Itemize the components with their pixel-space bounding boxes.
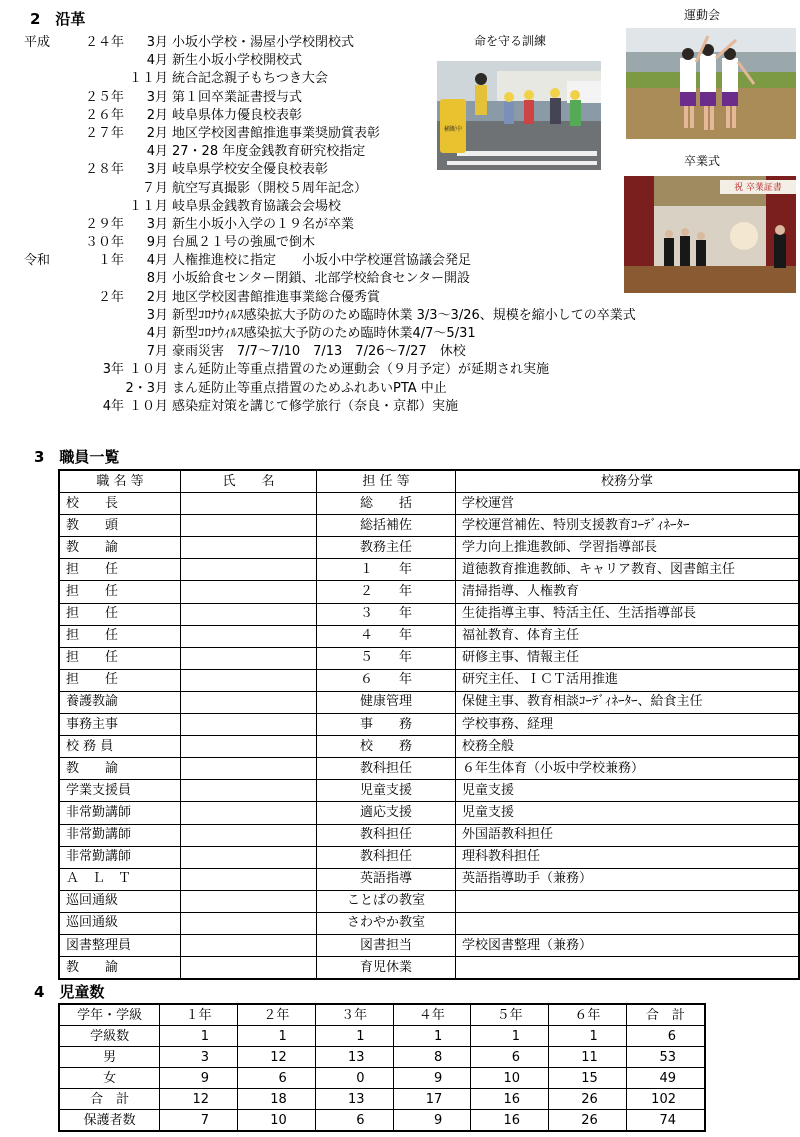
staff-row xyxy=(59,736,799,758)
kids-count-cell: 10 xyxy=(237,1110,315,1132)
staff-duties: 英語指導助手（兼務） xyxy=(456,868,800,890)
kids-count-cell: 6 xyxy=(471,1047,549,1068)
kids-count-cell: 12 xyxy=(237,1047,315,1068)
history-event: 豪雨災害 7/7～7/10 7/13 7/26～7/27 休校 xyxy=(172,344,466,360)
kids-row xyxy=(59,1089,705,1110)
history-year: 3年 xyxy=(102,362,124,378)
drill-photo xyxy=(437,61,601,170)
kids-header-cell: ４年 xyxy=(393,1004,471,1026)
kids-count-cell: 9 xyxy=(393,1110,471,1132)
kids-count-cell: 8 xyxy=(393,1047,471,1068)
staff-duties: 清掃指導、人権教育 xyxy=(456,581,800,603)
kids-row-label: 女 xyxy=(59,1068,160,1089)
staff-name xyxy=(181,890,317,912)
staff-duties: 道徳教育推進教師、キャリア教育、図書館主任 xyxy=(456,559,800,581)
kids-count-cell: 6 xyxy=(626,1026,705,1047)
staff-name xyxy=(181,603,317,625)
kids-row-label: 合 計 xyxy=(59,1089,160,1110)
staff-row xyxy=(59,846,799,868)
kids-count-cell: 1 xyxy=(315,1026,393,1047)
kids-count-cell: 26 xyxy=(549,1110,627,1132)
staff-name xyxy=(181,912,317,934)
history-year: ２６年 xyxy=(84,107,124,123)
history-event: 統合記念親子もちつき大会 xyxy=(172,71,328,87)
staff-position: 担 任 xyxy=(59,669,181,691)
kids-count-cell: 15 xyxy=(549,1068,627,1089)
staff-position: 担 任 xyxy=(59,647,181,669)
staff-position: 非常勤講師 xyxy=(59,824,181,846)
staff-assignment: 教科担任 xyxy=(317,758,456,780)
staff-assignment: 校 務 xyxy=(317,736,456,758)
history-event: 小坂給食センター閉鎖、北部学校給食センター開設 xyxy=(172,271,470,287)
staff-header-position: 職 名 等 xyxy=(59,470,181,493)
kids-count-cell: 6 xyxy=(237,1068,315,1089)
kids-count-cell: 26 xyxy=(549,1089,627,1110)
staff-row xyxy=(59,714,799,736)
staff-position: 非常勤講師 xyxy=(59,802,181,824)
staff-duties: 研究主任、ＩＣＴ活用推進 xyxy=(456,669,800,691)
staff-position: 校 務 員 xyxy=(59,736,181,758)
photo-caption-sports: 運動会 xyxy=(684,8,721,22)
history-month: １１月 xyxy=(128,198,168,214)
photo-caption-graduation: 卒業式 xyxy=(684,154,721,168)
staff-assignment: さわやか教室 xyxy=(317,912,456,934)
history-month: 3月 xyxy=(146,35,168,50)
staff-name xyxy=(181,493,317,515)
section-2-title: 2 沿革 xyxy=(30,10,86,28)
staff-position: 教 諭 xyxy=(59,758,181,780)
history-year: ２４年 xyxy=(84,35,124,50)
kids-header-row xyxy=(59,1004,705,1026)
staff-assignment: 総 括 xyxy=(317,493,456,515)
history-month: 3月 xyxy=(146,307,168,323)
history-event: 感染症対策を講じて修学旅行（奈良・京都）実施 xyxy=(172,398,459,414)
history-event: 27・28 年度金銭教育研究校指定 xyxy=(172,144,366,160)
graduation-photo xyxy=(624,176,796,293)
history-era: 平成 xyxy=(24,35,51,50)
kids-count-cell: 18 xyxy=(237,1089,315,1110)
kids-count-cell: 1 xyxy=(160,1026,238,1047)
staff-position: 教 頭 xyxy=(59,515,181,537)
history-month: 7月 xyxy=(146,344,168,360)
staff-assignment: ３ 年 xyxy=(317,603,456,625)
history-event: 新生小坂小入学の１９名が卒業 xyxy=(172,216,355,232)
kids-row xyxy=(59,1026,705,1047)
kids-count-cell: 17 xyxy=(393,1089,471,1110)
staff-duties: 児童支援 xyxy=(456,780,800,802)
history-month: １０月 xyxy=(128,362,168,378)
kids-count-cell: 1 xyxy=(237,1026,315,1047)
staff-position: 巡回通級 xyxy=(59,912,181,934)
staff-name xyxy=(181,714,317,736)
history-month: 2月 xyxy=(146,289,168,305)
kids-header-cell: 学年・学級 xyxy=(59,1004,160,1026)
kids-count-cell: 12 xyxy=(160,1089,238,1110)
student-count-table xyxy=(58,1003,706,1132)
kids-count-cell: 0 xyxy=(315,1068,393,1089)
staff-duties: ６年生体育（小坂中学校兼務） xyxy=(456,758,800,780)
history-month: 4月 xyxy=(146,53,168,69)
kids-count-cell: 6 xyxy=(315,1110,393,1132)
history-item xyxy=(24,325,744,343)
staff-duties: 生徒指導主事、特活主任、生活指導部長 xyxy=(456,603,800,625)
section-3-title: 3 職員一覧 xyxy=(34,448,120,466)
staff-name xyxy=(181,669,317,691)
history-event: 地区学校図書館推進事業奨励賞表彰 xyxy=(172,125,381,141)
staff-row xyxy=(59,647,799,669)
section-4-title: 4 児童数 xyxy=(34,983,105,1001)
history-year: ２７年 xyxy=(84,125,124,141)
kids-count-cell: 74 xyxy=(626,1110,705,1132)
staff-row xyxy=(59,802,799,824)
kids-header-cell: １年 xyxy=(160,1004,238,1026)
staff-assignment: ２ 年 xyxy=(317,581,456,603)
staff-position: 図書整理員 xyxy=(59,934,181,956)
staff-duties xyxy=(456,957,800,980)
staff-position: 担 任 xyxy=(59,581,181,603)
staff-assignment: 教科担任 xyxy=(317,824,456,846)
history-year: ２年 xyxy=(97,289,124,305)
staff-duties: 福祉教育、体育主任 xyxy=(456,625,800,647)
history-item xyxy=(24,343,744,361)
history-month: 8月 xyxy=(146,271,168,287)
staff-position: 養護教諭 xyxy=(59,691,181,713)
staff-duties: 校務全般 xyxy=(456,736,800,758)
staff-position: 校 長 xyxy=(59,493,181,515)
history-month: 3月 xyxy=(146,162,168,178)
staff-duties: 研修主事、情報主任 xyxy=(456,647,800,669)
staff-assignment: 英語指導 xyxy=(317,868,456,890)
staff-row xyxy=(59,493,799,515)
staff-name xyxy=(181,537,317,559)
staff-name xyxy=(181,846,317,868)
staff-row xyxy=(59,890,799,912)
kids-header-cell: ２年 xyxy=(237,1004,315,1026)
kids-row-label: 保護者数 xyxy=(59,1110,160,1132)
staff-position: 担 任 xyxy=(59,603,181,625)
history-era: 令和 xyxy=(24,253,51,269)
history-month: ７月 xyxy=(141,180,168,196)
staff-row xyxy=(59,559,799,581)
history-event: 小坂小学校・湯屋小学校閉校式 xyxy=(172,35,355,50)
staff-row xyxy=(59,758,799,780)
staff-row xyxy=(59,957,799,980)
staff-row xyxy=(59,581,799,603)
staff-name xyxy=(181,515,317,537)
staff-name xyxy=(181,691,317,713)
staff-row xyxy=(59,780,799,802)
history-item xyxy=(24,143,744,161)
staff-position: Ａ Ｌ Ｔ xyxy=(59,868,181,890)
graduation-banner-text: 祝 卒業証書 xyxy=(734,183,782,193)
staff-name xyxy=(181,802,317,824)
history-month: １０月 xyxy=(128,398,168,414)
staff-assignment: 図書担当 xyxy=(317,934,456,956)
staff-name xyxy=(181,758,317,780)
history-month: 4月 xyxy=(146,326,168,341)
staff-row xyxy=(59,912,799,934)
staff-name xyxy=(181,647,317,669)
history-event: 新生小坂小学校開校式 xyxy=(172,53,303,69)
kids-row xyxy=(59,1047,705,1068)
kids-count-cell: 3 xyxy=(160,1047,238,1068)
staff-assignment: 教科担任 xyxy=(317,846,456,868)
history-item xyxy=(24,380,744,398)
photo-caption-drill: 命を守る訓練 xyxy=(474,34,547,48)
staff-row xyxy=(59,537,799,559)
history-item xyxy=(24,398,744,416)
kids-header-cell: 合 計 xyxy=(626,1004,705,1026)
staff-duties xyxy=(456,912,800,934)
staff-table xyxy=(58,469,800,980)
kids-count-cell: 1 xyxy=(471,1026,549,1047)
staff-row xyxy=(59,934,799,956)
history-event: 岐阜県体力優良校表彰 xyxy=(172,107,303,123)
history-event: 航空写真撮影（開校５周年記念） xyxy=(172,180,368,196)
kids-count-cell: 53 xyxy=(626,1047,705,1068)
history-event: 台風２１号の強風で倒木 xyxy=(172,235,316,251)
staff-header-assignment: 担 任 等 xyxy=(317,470,456,493)
kids-row xyxy=(59,1110,705,1132)
staff-name xyxy=(181,581,317,603)
staff-name xyxy=(181,736,317,758)
staff-duties: 保健主事、教育相談ｺｰﾃﾞｨﾈｰﾀｰ、給食主任 xyxy=(456,691,800,713)
staff-row xyxy=(59,691,799,713)
staff-name xyxy=(181,824,317,846)
staff-assignment: 事 務 xyxy=(317,714,456,736)
history-year: ２５年 xyxy=(84,89,124,105)
kids-header-cell: ６年 xyxy=(549,1004,627,1026)
staff-assignment: 教務主任 xyxy=(317,537,456,559)
staff-name xyxy=(181,868,317,890)
history-month: 3月 xyxy=(146,89,168,105)
staff-header-duties: 校務分掌 xyxy=(456,470,800,493)
history-month: 3月 xyxy=(146,216,168,232)
staff-duties: 理科教科担任 xyxy=(456,846,800,868)
staff-position: 事務主事 xyxy=(59,714,181,736)
history-item xyxy=(24,307,744,325)
kids-count-cell: 13 xyxy=(315,1047,393,1068)
staff-position: 学業支援員 xyxy=(59,780,181,802)
staff-position: 担 任 xyxy=(59,625,181,647)
history-event: 新型ｺﾛﾅｳｨﾙｽ感染拡大予防のため臨時休業4/7～5/31 xyxy=(172,326,476,341)
history-month: 2月 xyxy=(146,125,168,141)
history-event: 新型ｺﾛﾅｳｨﾙｽ感染拡大予防のため臨時休業 3/3～3/26、規模を縮小しての卒業式 xyxy=(172,307,636,323)
staff-assignment: １ 年 xyxy=(317,559,456,581)
staff-assignment: 適応支援 xyxy=(317,802,456,824)
kids-count-cell: 102 xyxy=(626,1089,705,1110)
kids-row-label: 男 xyxy=(59,1047,160,1068)
staff-assignment: 総括補佐 xyxy=(317,515,456,537)
history-event: 岐阜県金銭教育協議会会場校 xyxy=(172,198,342,214)
kids-count-cell: 16 xyxy=(471,1110,549,1132)
history-year: 4年 xyxy=(102,398,124,414)
staff-assignment: 児童支援 xyxy=(317,780,456,802)
history-month: 2月 xyxy=(146,107,168,123)
staff-assignment: 育児休業 xyxy=(317,957,456,980)
history-year: ３０年 xyxy=(84,235,124,251)
history-month: 4月 xyxy=(146,253,168,269)
staff-assignment: ６ 年 xyxy=(317,669,456,691)
kids-count-cell: 9 xyxy=(160,1068,238,1089)
sports-photo xyxy=(626,28,796,139)
history-event: 地区学校図書館推進事業総合優秀賞 xyxy=(172,289,381,305)
staff-header-row xyxy=(59,470,799,493)
history-month: 4月 xyxy=(146,144,168,160)
staff-name xyxy=(181,934,317,956)
kids-count-cell: 1 xyxy=(393,1026,471,1047)
staff-row xyxy=(59,824,799,846)
staff-position: 教 諭 xyxy=(59,537,181,559)
history-year: ２８年 xyxy=(84,162,124,178)
staff-duties: 学校事務、経理 xyxy=(456,714,800,736)
staff-duties: 児童支援 xyxy=(456,802,800,824)
staff-name xyxy=(181,780,317,802)
staff-assignment: ４ 年 xyxy=(317,625,456,647)
staff-row xyxy=(59,868,799,890)
history-year: ２９年 xyxy=(84,216,124,232)
staff-position: 巡回通級 xyxy=(59,890,181,912)
staff-position: 非常勤講師 xyxy=(59,846,181,868)
kids-header-cell: ３年 xyxy=(315,1004,393,1026)
kids-row xyxy=(59,1068,705,1089)
staff-assignment: ５ 年 xyxy=(317,647,456,669)
staff-row xyxy=(59,625,799,647)
staff-duties: 学校図書整理（兼務） xyxy=(456,934,800,956)
staff-assignment: ことばの教室 xyxy=(317,890,456,912)
staff-duties: 学校運営 xyxy=(456,493,800,515)
staff-row xyxy=(59,515,799,537)
staff-assignment: 健康管理 xyxy=(317,691,456,713)
staff-row xyxy=(59,603,799,625)
staff-position: 担 任 xyxy=(59,559,181,581)
kids-count-cell: 13 xyxy=(315,1089,393,1110)
staff-header-name: 氏 名 xyxy=(181,470,317,493)
kids-count-cell: 11 xyxy=(549,1047,627,1068)
history-month: １１月 xyxy=(128,71,168,87)
kids-count-cell: 7 xyxy=(160,1110,238,1132)
kids-count-cell: 16 xyxy=(471,1089,549,1110)
staff-position: 教 諭 xyxy=(59,957,181,980)
staff-duties: 学力向上推進教師、学習指導部長 xyxy=(456,537,800,559)
history-month: 9月 xyxy=(146,235,168,251)
history-event: 人権推進校に指定 小坂小中学校運営協議会発足 xyxy=(172,253,472,269)
history-event: まん延防止等重点措置のためふれあいPTA 中止 xyxy=(172,380,447,396)
history-item xyxy=(24,361,744,379)
staff-duties: 外国語教科担任 xyxy=(456,824,800,846)
staff-name xyxy=(181,957,317,980)
kids-count-cell: 9 xyxy=(393,1068,471,1089)
kids-count-cell: 49 xyxy=(626,1068,705,1089)
history-year: １年 xyxy=(97,253,124,269)
staff-name xyxy=(181,625,317,647)
kids-header-cell: ５年 xyxy=(471,1004,549,1026)
kids-count-cell: 10 xyxy=(471,1068,549,1089)
staff-duties: 学校運営補佐、特別支援教育ｺｰﾃﾞｨﾈｰﾀｰ xyxy=(456,515,800,537)
staff-name xyxy=(181,559,317,581)
drill-sign-text: 横断中 xyxy=(443,126,463,133)
staff-row xyxy=(59,669,799,691)
staff-duties xyxy=(456,890,800,912)
kids-row-label: 学級数 xyxy=(59,1026,160,1047)
history-event: 岐阜県学校安全優良校表彰 xyxy=(172,162,329,178)
history-month: 2・3月 xyxy=(125,380,168,396)
history-event: まん延防止等重点措置のため運動会（９月予定）が延期され実施 xyxy=(172,362,550,378)
history-event: 第１回卒業証書授与式 xyxy=(172,89,303,105)
kids-count-cell: 1 xyxy=(549,1026,627,1047)
